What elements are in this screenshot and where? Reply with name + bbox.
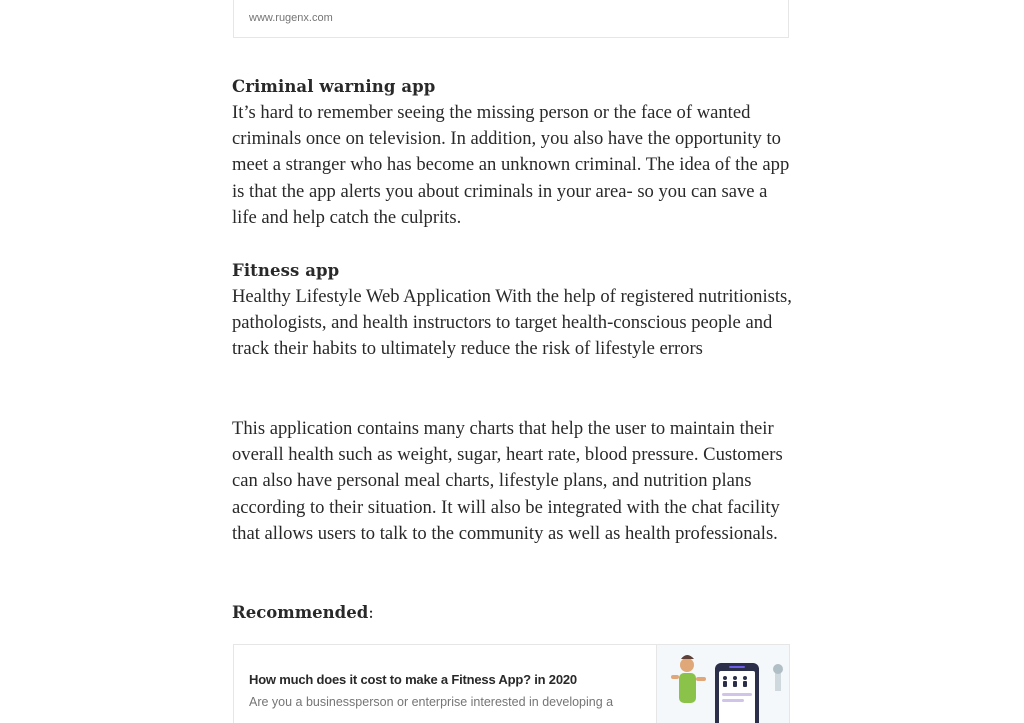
section-fitness-detail	[232, 416, 794, 547]
section-heading: Fitness app	[232, 261, 340, 280]
paragraph: It’s hard to remember seeing the missing person or the face of wanted criminals once on television. In addition, you also have the opportunity to meet a stranger who has become an unknown criminal. The idea of the app is that the app alerts you about criminals in your area- so you can save a life and help catch the culprits.	[232, 102, 790, 228]
link-card-top[interactable]	[233, 0, 789, 38]
section-criminal-warning	[232, 74, 794, 231]
paragraph: This application contains many charts that help the user to maintain their overall health such as weight, sugar, heart rate, blood pressure. Customers can also have personal meal charts, lifestyle plans, and nutrition plans according to their situation. It will also be integrated with the chat facility that allows users to talk to the community as well as health professionals.	[232, 418, 783, 544]
paragraph: Healthy Lifestyle Web Application With the help of registered nutritionists, pathologists, and health instructors to target health-conscious people and track their habits to ultimately reduce the risk of lifestyle errors	[232, 286, 792, 360]
recommended-label	[232, 600, 794, 626]
section-heading: Criminal warning app	[232, 77, 436, 96]
link-card-title[interactable]: How much does it cost to make a Fitness App? in 2020	[249, 672, 577, 687]
fitness-app-illustration-icon	[657, 645, 789, 723]
recommended-text: Recommended	[232, 603, 369, 622]
link-card-recommended[interactable]	[233, 644, 790, 723]
recommended-colon: :	[368, 603, 374, 622]
link-card-thumbnail	[656, 645, 789, 723]
link-card-domain[interactable]: www.rugenx.com	[249, 12, 333, 24]
link-card-description: Are you a businessperson or enterprise interested in developing a	[249, 695, 614, 709]
section-fitness	[232, 258, 794, 363]
